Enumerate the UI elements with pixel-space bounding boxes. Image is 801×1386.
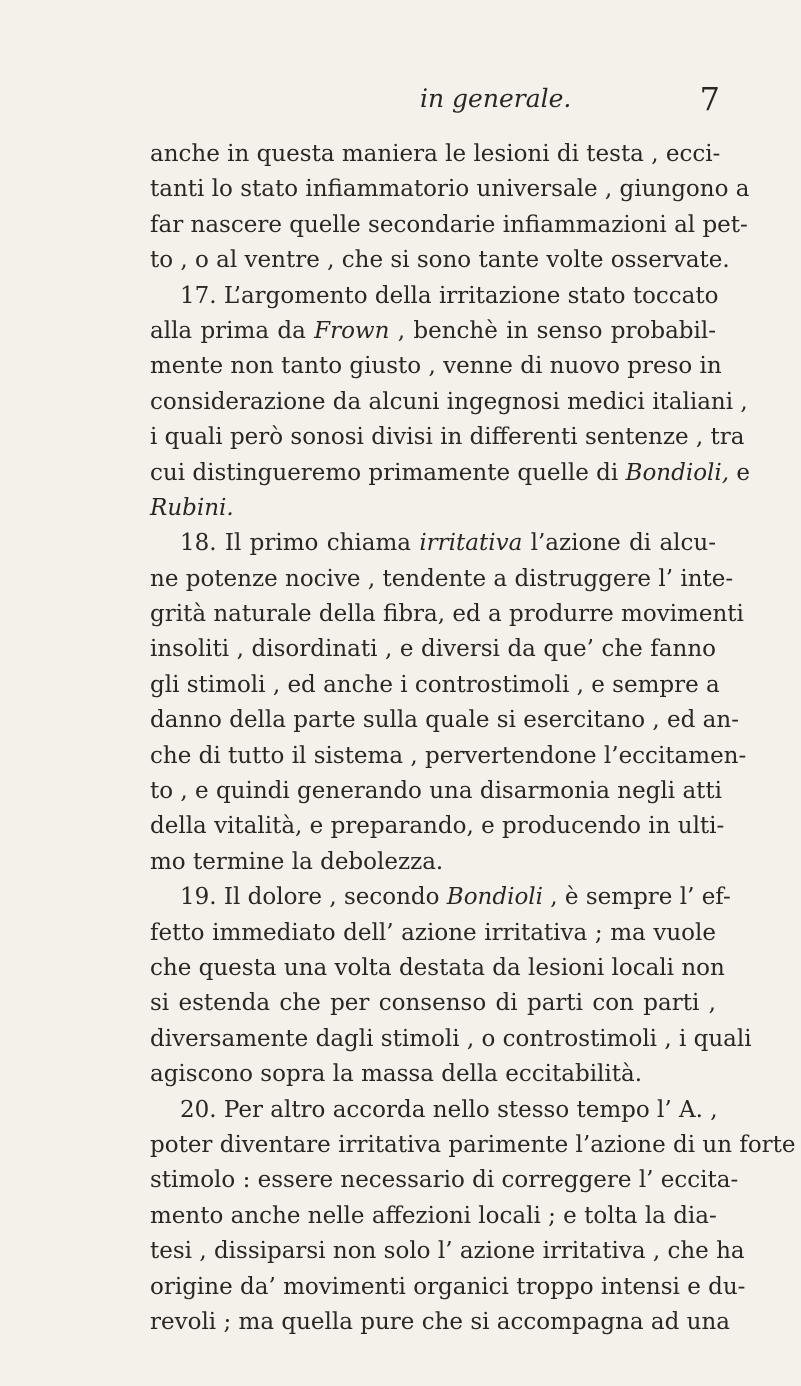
italic-text: Bondioli bbox=[446, 884, 543, 911]
text-segment: gli stimoli , ed anche i controstimoli , e sempre a bbox=[150, 671, 720, 698]
text-segment: fetto immediato dell’ azione irritativa ; ma vuole bbox=[150, 919, 716, 946]
text-segment: to , o al ventre , che si sono tante volte osservate. bbox=[150, 247, 730, 274]
text-line bbox=[150, 1163, 739, 1198]
text-segment: anche in questa maniera le lesioni di testa , ecci- bbox=[150, 141, 721, 167]
text-segment: 18. Il primo chiama bbox=[180, 530, 420, 557]
text-line bbox=[150, 668, 720, 703]
text-segment: 19. Il dolore , secondo bbox=[180, 884, 447, 911]
text-segment: ne potenze nocive , tendente a distruggere l’ inte- bbox=[150, 565, 734, 592]
text-segment: to , e quindi generando una disarmonia negli atti bbox=[150, 778, 723, 805]
text-segment: alla prima da bbox=[150, 317, 315, 344]
text-line bbox=[150, 491, 716, 526]
text-segment: cui distingueremo primamente quelle di bbox=[150, 459, 626, 486]
text-line bbox=[150, 1199, 716, 1234]
text-line bbox=[150, 916, 716, 951]
text-line bbox=[150, 845, 716, 880]
text-line bbox=[150, 208, 748, 243]
text-segment: l’azione di alcu- bbox=[522, 530, 717, 557]
text-line bbox=[150, 420, 745, 455]
text-segment: , è sempre l’ ef- bbox=[543, 884, 731, 911]
text-segment: mo termine la debolezza. bbox=[150, 848, 444, 875]
text-segment: i quali però sonosi divisi in differenti sentenze , tra bbox=[150, 424, 745, 451]
text-line bbox=[150, 774, 723, 809]
text-line bbox=[150, 880, 731, 915]
text-line bbox=[150, 1305, 730, 1340]
text-line bbox=[150, 526, 716, 561]
text-line bbox=[150, 809, 725, 844]
text-line bbox=[150, 1270, 746, 1305]
text-segment: e bbox=[729, 459, 750, 486]
text-segment: considerazione da alcuni ingegnosi medici italiani , bbox=[150, 388, 748, 415]
body-text bbox=[150, 137, 796, 1340]
text-segment: danno della parte sulla quale si esercitano , ed an- bbox=[150, 707, 739, 734]
italic-text: Rubini. bbox=[150, 494, 234, 521]
text-line bbox=[150, 703, 739, 738]
italic-text: Bondioli, bbox=[625, 459, 730, 486]
text-segment: poter diventare irritativa parimente l’azione di un forte bbox=[150, 1131, 796, 1158]
text-segment: tesi , dissiparsi non solo l’ azione irritativa , che ha bbox=[150, 1238, 745, 1265]
italic-text: irritativa bbox=[419, 530, 523, 557]
text-segment: mente non tanto giusto , venne di nuovo preso in bbox=[150, 353, 722, 380]
text-line bbox=[150, 137, 721, 172]
page-number: 7 bbox=[699, 80, 720, 118]
text-segment: revoli ; ma quella pure che si accompagna ad una bbox=[150, 1308, 730, 1335]
text-line bbox=[150, 1093, 716, 1128]
text-segment: diversamente dagli stimoli , o controstimoli , i quali bbox=[150, 1025, 752, 1052]
text-line bbox=[150, 385, 748, 420]
text-line bbox=[150, 1128, 796, 1163]
text-line bbox=[150, 632, 716, 667]
italic-text: Frown bbox=[314, 317, 390, 344]
text-segment: tanti lo stato infiammatorio universale , giungono a bbox=[150, 176, 750, 203]
text-line bbox=[150, 986, 716, 1021]
running-head: in generale. bbox=[420, 84, 572, 113]
page-header bbox=[200, 80, 720, 124]
text-line bbox=[150, 951, 725, 986]
text-segment: 20. Per altro accorda nello stesso tempo l’ A. , bbox=[180, 1096, 718, 1123]
text-segment: agiscono sopra la massa della eccitabilità. bbox=[150, 1061, 643, 1088]
text-line bbox=[150, 1234, 745, 1269]
text-segment: della vitalità, e preparando, e producendo in ulti- bbox=[150, 813, 725, 840]
text-line bbox=[150, 456, 750, 491]
text-segment: che di tutto il sistema , pervertendone l’eccitamen- bbox=[150, 742, 747, 769]
text-segment: si estenda che per consenso di parti con parti , bbox=[150, 990, 716, 1017]
text-line bbox=[150, 172, 750, 207]
text-line bbox=[150, 562, 734, 597]
text-line bbox=[150, 279, 719, 314]
text-segment: origine da’ movimenti organici troppo intensi e du- bbox=[150, 1273, 746, 1300]
text-segment: far nascere quelle secondarie infiammazioni al pet- bbox=[150, 211, 748, 238]
text-line bbox=[150, 1022, 752, 1057]
text-line bbox=[150, 597, 744, 632]
text-line bbox=[150, 243, 730, 278]
text-segment: grità naturale della fibra, ed a produrre movimenti bbox=[150, 601, 744, 628]
text-line bbox=[150, 314, 716, 349]
text-segment: insoliti , disordinati , e diversi da que’ che fanno bbox=[150, 636, 716, 663]
text-segment: che questa una volta destata da lesioni locali non bbox=[150, 954, 725, 981]
text-segment: mento anche nelle affezioni locali ; e tolta la dia- bbox=[150, 1202, 717, 1229]
text-line bbox=[150, 1057, 716, 1092]
text-line bbox=[150, 349, 722, 384]
text-line bbox=[150, 739, 747, 774]
text-segment: 17. L’argomento della irritazione stato toccato bbox=[180, 282, 719, 309]
text-segment: stimolo : essere necessario di correggere l’ eccita- bbox=[150, 1167, 739, 1194]
text-segment: , benchè in senso probabil- bbox=[389, 317, 716, 344]
